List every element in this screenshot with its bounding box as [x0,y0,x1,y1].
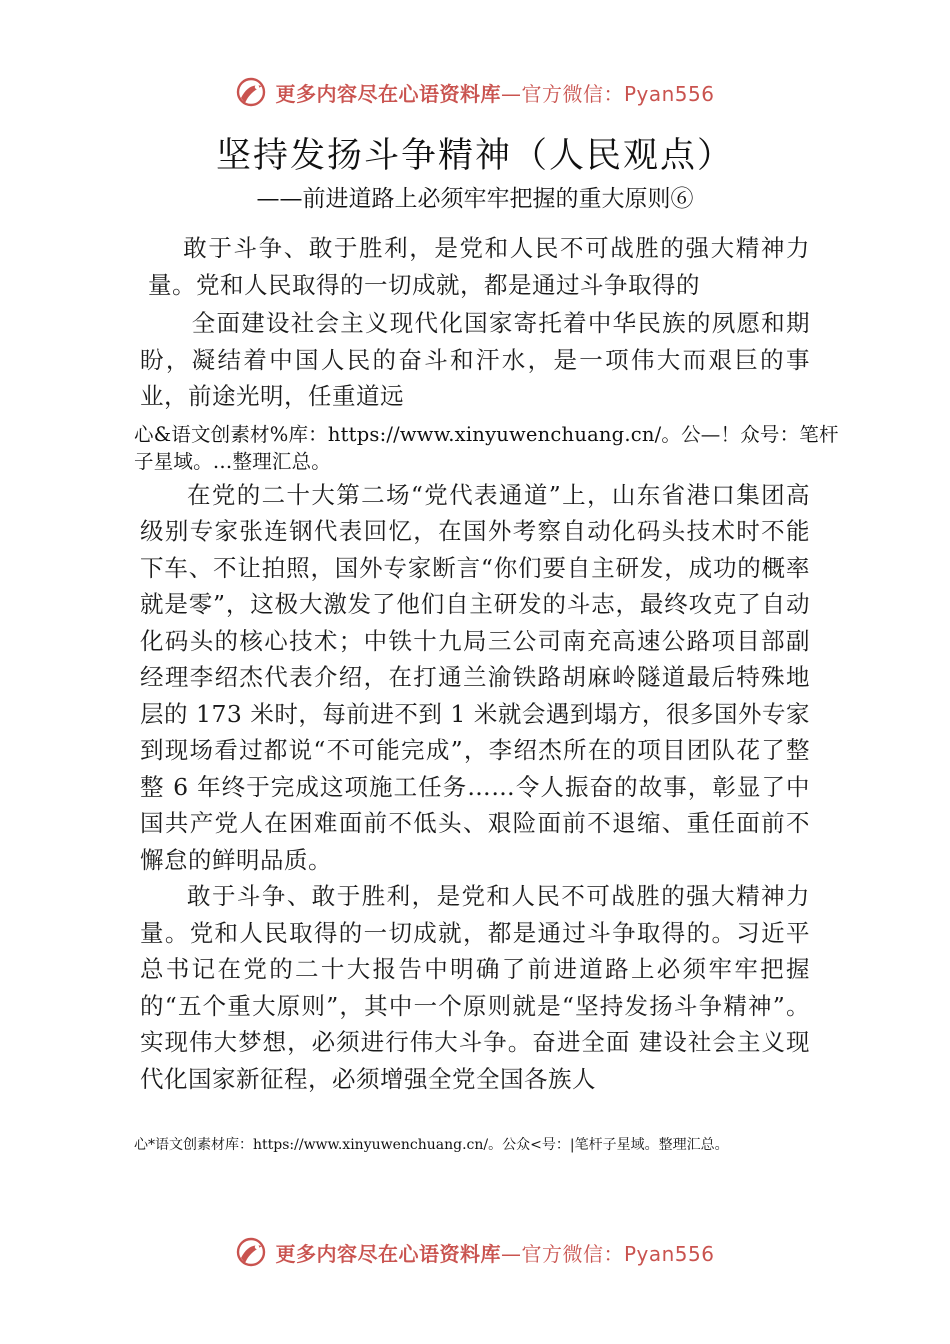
page-subtitle: ——前进道路上必须牢牢把握的重大原则⑥ [256,186,694,212]
paragraph: 敢于斗争、敢于胜利，是党和人民不可战胜的强大精神力量。党和人民取得的一切成就，都是通过斗争取得的 [148,234,810,299]
logo-icon [235,1236,267,1268]
source-note: 心&语文创素材%库：https://www.xinyuwenchuang.cn/。公—！众号：笔杆子星域。…整理汇总。 [134,422,839,473]
source-note-footer: 心*语文创素材库：https://www.xinyuwenchuang.cn/。公众<号：|笔杆子星域。整理汇总。 [134,1137,729,1153]
footer-banner [0,1232,950,1272]
paragraph: 敢于斗争、敢于胜利，是党和人民不可战胜的强大精神力量。党和人民取得的一切成就，都是通过斗争取得的。习近平总书记在党的二十大报告中明确了前进道路上必须牢牢把握的“五个重大原则”，其中一个原则就是“坚持发扬斗争精神”。实现伟大梦想，必须进行伟大斗争。奋进全面 建设社会主义现代化国家新征程，必须增强全党全国各族人 [140,882,810,1093]
article-body [134,230,839,1097]
header-banner [0,72,950,112]
header-banner-text: 更多内容尽在心语资料库—官方微信：Pyan556 [275,81,715,106]
paragraph: 全面建设社会主义现代化国家寄托着中华民族的夙愿和期盼，凝结着中国人民的奋斗和汗水，是一项伟大而艰巨的事业，前途光明，任重道远 [140,309,810,410]
paragraph: 在党的二十大第二场“党代表通道”上，山东省港口集团高级别专家张连钢代表回忆，在国外考察自动化码头技术时不能下车、不让拍照，国外专家断言“你们要自主研发，成功的概率就是零”，这极大激发了他们自主研发的斗志，最终攻克了自动化码头的核心技术；中铁十九局三公司南充高速公路项目部副经理李绍杰代表介绍，在打通兰渝铁路胡麻岭隧道最后特殊地层的 173 米时，每前进不到 1 米就会遇到塌方，很多国外专家到现场看过都说“不可能完成”，李绍杰所在的项目团队花了整整 6 年终于完成这项施工任务……令人振奋的故事，彰显了中国共产党人在困难面前不低头、艰险面前不退缩、重任面前不懈怠的鲜明品质。 [140,480,810,874]
logo-icon [235,76,267,108]
page-title: 坚持发扬斗争精神（人民观点） [215,136,734,176]
footer-banner-text: 更多内容尽在心语资料库—官方微信：Pyan556 [275,1241,715,1266]
